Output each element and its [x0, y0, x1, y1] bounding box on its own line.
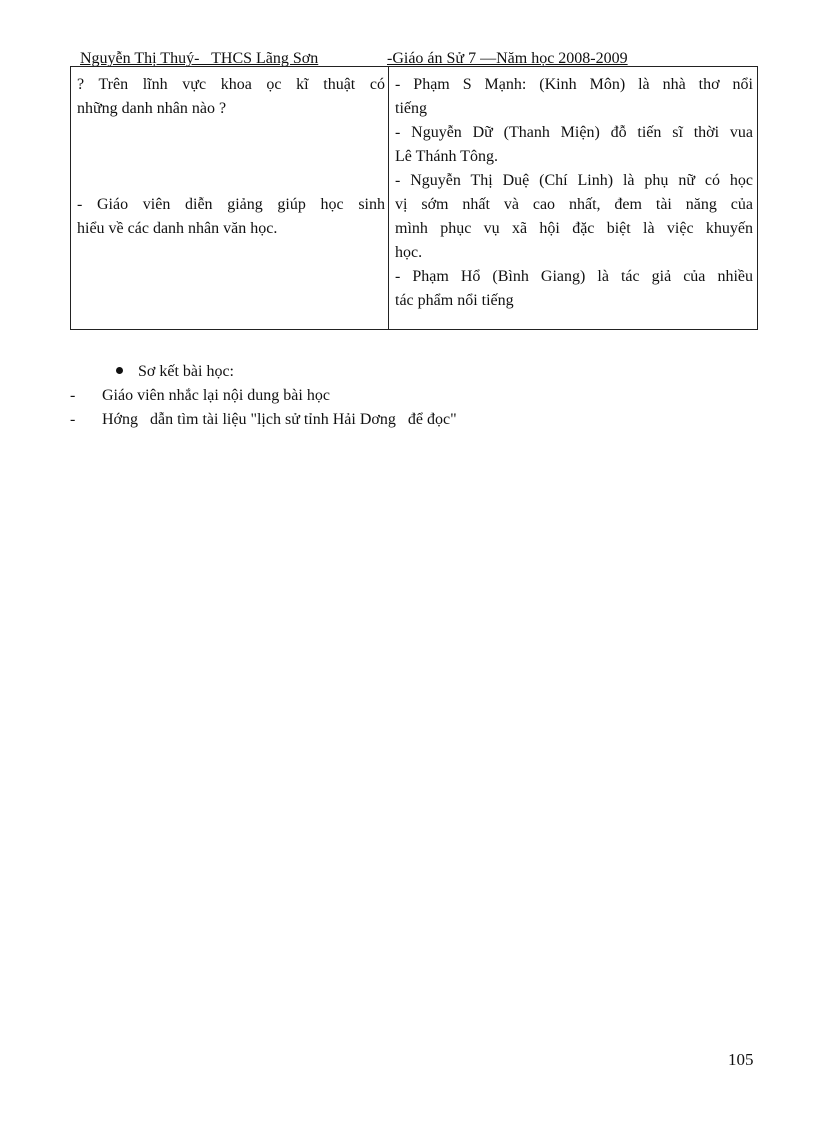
summary-item-text: Giáo viên nhắc lại nội dung bài học: [102, 387, 330, 404]
summary-title: Sơ kết bài học:: [138, 363, 234, 380]
cell-line: - Nguyễn Dữ (Thanh Miện) đỗ tiến sĩ thời vua: [395, 124, 753, 141]
cell-line: những danh nhân nào ?: [77, 100, 227, 117]
summary-item: [70, 384, 670, 408]
dash-icon: -: [70, 411, 76, 428]
header-lesson: -Giáo án Sử 7 —Năm học 2008-2009: [387, 50, 628, 67]
summary-item: [70, 408, 670, 432]
cell-line: hiểu về các danh nhân văn học.: [77, 220, 278, 237]
summary-item-text: Hớng dẫn tìm tài liệu "lịch sử tỉnh Hải Dơng để đọc": [102, 411, 457, 428]
cell-line: tác phẩm nổi tiếng: [395, 292, 514, 309]
cell-line: - Phạm Hổ (Bình Giang) là tác giả của nhiều: [395, 268, 753, 285]
cell-line: Lê Thánh Tông.: [395, 148, 498, 165]
header-author: Nguyễn Thị Thuý- THCS Lãng Sơn: [80, 50, 319, 67]
lesson-table: [70, 66, 758, 330]
teacher-activity-cell: [77, 73, 385, 241]
page-number: 105: [728, 1050, 754, 1069]
content-cell: [395, 73, 753, 313]
dash-icon: -: [70, 387, 76, 404]
cell-line: - Nguyễn Thị Duệ (Chí Linh) là phụ nữ có học: [395, 172, 753, 189]
cell-line: tiếng: [395, 100, 427, 117]
column-divider: [388, 67, 389, 329]
cell-line: ? Trên lĩnh vực khoa ọc kĩ thuật có: [77, 76, 385, 93]
cell-line: học.: [395, 244, 423, 261]
cell-line: - Phạm S Mạnh: (Kinh Môn) là nhà thơ nổi: [395, 76, 753, 93]
cell-line: vị sớm nhất và cao nhất, đem tài năng của: [395, 196, 753, 213]
lesson-summary: [70, 360, 670, 432]
cell-line: - Giáo viên diễn giảng giúp học sinh: [77, 196, 385, 213]
bullet-icon: [116, 367, 123, 374]
cell-line: mình phục vụ xã hội đặc biệt là việc khuyến: [395, 220, 753, 237]
summary-heading: [70, 360, 670, 384]
